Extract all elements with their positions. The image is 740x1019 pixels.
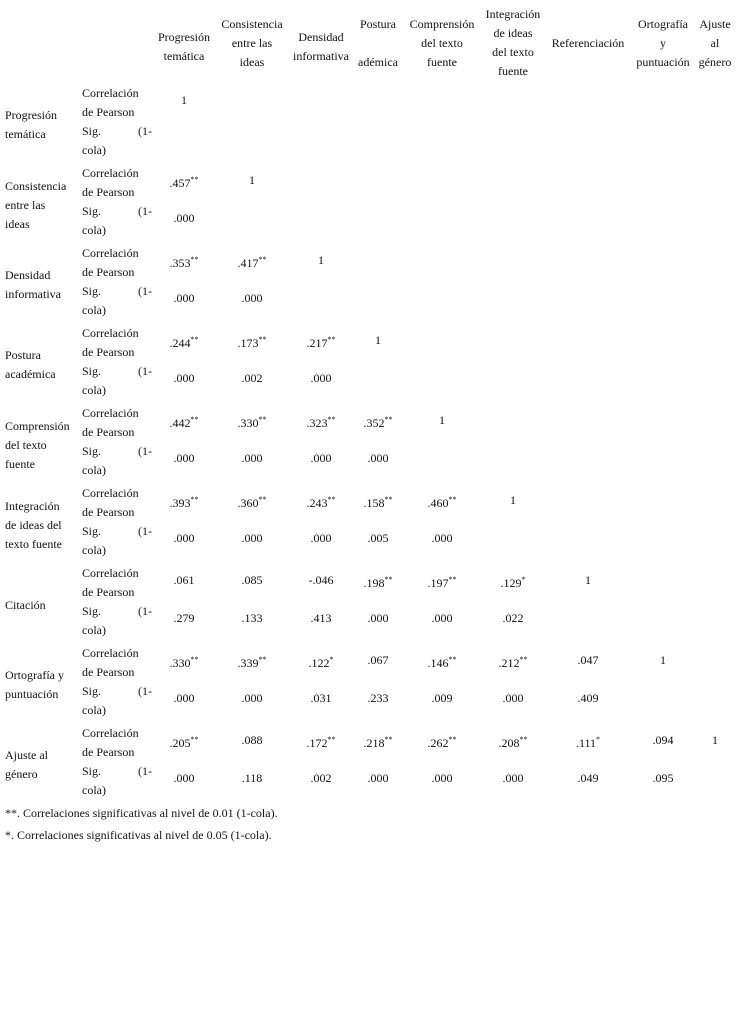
correlation-value xyxy=(638,652,688,668)
sig-label-line-1 xyxy=(82,762,152,781)
pearson-label-line-2: de Pearson xyxy=(82,425,135,439)
row-header xyxy=(5,666,79,704)
significance-value: .000 xyxy=(367,451,389,465)
stat-labels xyxy=(82,724,152,800)
row-header-line: Postura xyxy=(5,348,41,362)
significance-value: .000 xyxy=(502,771,524,785)
correlation-value xyxy=(353,415,403,431)
correlation-value xyxy=(159,655,209,671)
column-header-6-line-2: de ideas xyxy=(493,26,533,40)
sig-label-line-2: cola) xyxy=(82,703,106,717)
correlation-value xyxy=(690,732,740,748)
significance-value: .000 xyxy=(173,211,195,225)
column-header-6-line-3: del texto xyxy=(492,45,534,59)
significance-marker: ** xyxy=(327,495,336,504)
significance-marker: * xyxy=(596,735,601,744)
column-header-4-line-1: Postura xyxy=(360,17,396,31)
significance-value: .000 xyxy=(173,291,195,305)
correlation-number: .352 xyxy=(363,416,385,430)
significance-marker: ** xyxy=(384,495,393,504)
sig-label-tail: (1- xyxy=(138,284,152,298)
sig-label-line-1 xyxy=(82,682,152,701)
stat-labels xyxy=(82,644,152,720)
column-header-6-line-1: Integración xyxy=(485,7,541,21)
pearson-label-line-2: de Pearson xyxy=(82,265,135,279)
sig-label-line-1 xyxy=(82,122,152,141)
significance-value: .118 xyxy=(241,771,263,785)
correlation-number: .243 xyxy=(306,496,328,510)
column-header-3-line-2: informativa xyxy=(293,49,349,63)
row-header xyxy=(5,266,79,304)
correlation-number: 1 xyxy=(249,173,255,187)
significance-value: .279 xyxy=(173,611,195,625)
pearson-label-line-1: Correlación xyxy=(82,406,139,420)
correlation-value xyxy=(563,652,613,668)
row-header-line: académica xyxy=(5,367,56,381)
sig-label-tail: (1- xyxy=(138,364,152,378)
significance-marker: ** xyxy=(190,335,199,344)
significance-marker: ** xyxy=(384,415,393,424)
sig-label-word: Sig. xyxy=(82,524,102,538)
column-header-1-line-2: temática xyxy=(163,49,205,63)
stat-labels xyxy=(82,324,152,400)
sig-label-line-2: cola) xyxy=(82,783,106,797)
significance-marker: ** xyxy=(448,655,457,664)
correlation-value xyxy=(227,655,277,671)
correlation-value xyxy=(159,572,209,588)
correlation-number: .262 xyxy=(427,736,449,750)
correlation-number: .360 xyxy=(237,496,259,510)
significance-marker: ** xyxy=(448,495,457,504)
sig-label-line-1 xyxy=(82,442,152,461)
significance-value: .000 xyxy=(173,531,195,545)
sig-label-line-2: cola) xyxy=(82,303,106,317)
row-header xyxy=(5,106,79,144)
column-header-6-line-4: fuente xyxy=(498,64,528,78)
significance-value: .000 xyxy=(173,691,195,705)
correlation-number: -.046 xyxy=(308,573,334,587)
correlation-value xyxy=(227,495,277,511)
row-header-line: Consistencia xyxy=(5,178,67,193)
significance-marker: ** xyxy=(190,655,199,664)
correlation-value xyxy=(353,575,403,591)
significance-value: .000 xyxy=(173,371,195,385)
correlation-value xyxy=(159,335,209,351)
column-header-8-line-1: Ortografía xyxy=(638,17,688,31)
significance-value: .413 xyxy=(310,611,332,625)
sig-label-line-1 xyxy=(82,522,152,541)
correlation-value xyxy=(227,255,277,271)
row-header xyxy=(5,177,79,234)
pearson-label-line-1: Correlación xyxy=(82,646,139,660)
correlation-value xyxy=(296,655,346,671)
significance-value: .000 xyxy=(431,611,453,625)
significance-marker: ** xyxy=(519,735,528,744)
significance-value: .000 xyxy=(367,771,389,785)
correlation-value xyxy=(296,415,346,431)
column-header-1-line-1: Progresión xyxy=(158,30,210,44)
column-header-2-line-1: Consistencia xyxy=(221,17,283,31)
correlation-value xyxy=(296,335,346,351)
sig-label-word: Sig. xyxy=(82,604,102,618)
correlation-number: .158 xyxy=(363,496,385,510)
significance-value: .133 xyxy=(241,611,263,625)
pearson-label-line-1: Correlación xyxy=(82,326,139,340)
significance-marker: ** xyxy=(190,735,199,744)
correlation-value xyxy=(353,652,403,668)
correlation-number: .330 xyxy=(169,656,191,670)
column-header-5-line-1: Comprensión xyxy=(409,17,475,31)
correlation-value xyxy=(296,735,346,751)
correlation-number: 1 xyxy=(439,413,445,427)
correlation-value xyxy=(227,415,277,431)
correlation-number: .067 xyxy=(367,653,389,667)
significance-value: .000 xyxy=(310,531,332,545)
correlation-number: .172 xyxy=(306,736,328,750)
pearson-label-line-2: de Pearson xyxy=(82,345,135,359)
significance-value: .000 xyxy=(431,771,453,785)
pearson-label-line-2: de Pearson xyxy=(82,105,135,119)
significance-value: .000 xyxy=(241,451,263,465)
pearson-label-line-1: Correlación xyxy=(82,726,139,740)
significance-marker: ** xyxy=(327,735,336,744)
column-header-2-line-3: ideas xyxy=(239,55,265,69)
correlation-number: .122 xyxy=(308,656,330,670)
sig-label-line-2: cola) xyxy=(82,543,106,557)
sig-label-tail: (1- xyxy=(138,524,152,538)
row-header-line: Integración xyxy=(5,498,60,513)
correlation-number: .085 xyxy=(241,573,263,587)
correlation-value xyxy=(417,655,467,671)
row-header-line: Densidad xyxy=(5,268,51,282)
correlation-number: .061 xyxy=(173,573,195,587)
correlation-number: .442 xyxy=(169,416,191,430)
row-header-line: Ortografía y xyxy=(5,668,64,682)
correlation-number: 1 xyxy=(181,93,187,107)
correlation-number: .208 xyxy=(498,736,520,750)
column-header-8-line-3: puntuación xyxy=(636,55,690,69)
column-header-3-line-1: Densidad xyxy=(298,30,344,44)
row-header xyxy=(5,746,79,784)
row-header-line: género xyxy=(5,767,38,781)
column-header-9-line-1: Ajuste xyxy=(699,17,731,31)
correlation-value xyxy=(353,495,403,511)
pearson-label-line-2: de Pearson xyxy=(82,745,135,759)
correlation-value xyxy=(488,735,538,751)
correlation-number: .393 xyxy=(169,496,191,510)
significance-value: .000 xyxy=(173,451,195,465)
row-header-line: informativa xyxy=(5,287,61,301)
significance-marker: ** xyxy=(327,415,336,424)
correlation-value xyxy=(159,415,209,431)
sig-label-line-1 xyxy=(82,202,152,221)
significance-value: .005 xyxy=(367,531,389,545)
correlation-value xyxy=(417,735,467,751)
sig-label-tail: (1- xyxy=(138,764,152,778)
row-header-line: entre las xyxy=(5,197,46,212)
row-header-line: Ajuste al xyxy=(5,748,48,762)
correlation-value xyxy=(296,252,346,268)
significance-marker: * xyxy=(329,655,334,664)
correlation-number: 1 xyxy=(318,253,324,267)
pearson-label-line-1: Correlación xyxy=(82,166,139,180)
significance-value: .002 xyxy=(310,771,332,785)
column-header-9-line-3: género xyxy=(698,55,732,69)
row-header-line: puntuación xyxy=(5,687,59,701)
correlation-value xyxy=(353,332,403,348)
significance-marker: ** xyxy=(519,655,528,664)
significance-value: .009 xyxy=(431,691,453,705)
correlation-number: 1 xyxy=(660,653,666,667)
row-header xyxy=(5,417,79,474)
row-header-line: Comprensión xyxy=(5,418,70,433)
sig-label-line-2: cola) xyxy=(82,143,106,157)
significance-value: .000 xyxy=(502,691,524,705)
correlation-number: .198 xyxy=(363,576,385,590)
stat-labels xyxy=(82,84,152,160)
column-header-5-line-2: del texto xyxy=(421,36,463,50)
correlation-value xyxy=(296,572,346,588)
correlation-number: 1 xyxy=(510,493,516,507)
correlation-value xyxy=(488,655,538,671)
correlation-number: .417 xyxy=(237,256,259,270)
correlation-value xyxy=(563,735,613,751)
correlation-value xyxy=(488,575,538,591)
significance-value: .022 xyxy=(502,611,524,625)
significance-value: .000 xyxy=(241,291,263,305)
stat-labels xyxy=(82,244,152,320)
significance-marker: ** xyxy=(190,495,199,504)
correlation-value xyxy=(159,175,209,191)
sig-label-word: Sig. xyxy=(82,764,102,778)
significance-value: .000 xyxy=(173,771,195,785)
pearson-label-line-1: Correlación xyxy=(82,486,139,500)
correlation-number: .244 xyxy=(169,336,191,350)
row-header-line: Progresión xyxy=(5,108,57,122)
significance-value: .000 xyxy=(431,531,453,545)
correlation-number: .460 xyxy=(427,496,449,510)
correlation-number: .339 xyxy=(237,656,259,670)
correlation-value xyxy=(227,572,277,588)
correlation-number: .146 xyxy=(427,656,449,670)
correlation-value xyxy=(353,735,403,751)
row-header-line: texto fuente xyxy=(5,536,62,551)
significance-value: .000 xyxy=(241,531,263,545)
row-header-line: ideas xyxy=(5,216,30,231)
stat-labels xyxy=(82,564,152,640)
correlation-number: .173 xyxy=(237,336,259,350)
column-header-8-line-2: y xyxy=(660,36,666,50)
correlation-number: .094 xyxy=(652,733,674,747)
column-header-7-line-1: Referenciación xyxy=(551,36,625,50)
correlation-number: .205 xyxy=(169,736,191,750)
correlation-number: .129 xyxy=(500,576,522,590)
correlation-value xyxy=(159,735,209,751)
sig-label-tail: (1- xyxy=(138,604,152,618)
sig-label-tail: (1- xyxy=(138,684,152,698)
significance-marker: ** xyxy=(258,335,267,344)
row-header xyxy=(5,346,79,384)
significance-value: .002 xyxy=(241,371,263,385)
correlation-number: .212 xyxy=(498,656,520,670)
correlation-value xyxy=(417,495,467,511)
correlation-number: .323 xyxy=(306,416,328,430)
sig-label-word: Sig. xyxy=(82,444,102,458)
correlation-number: 1 xyxy=(585,573,591,587)
row-header-line: Citación xyxy=(5,597,46,612)
row-header xyxy=(5,497,79,554)
pearson-label-line-2: de Pearson xyxy=(82,505,135,519)
stat-labels xyxy=(82,164,152,240)
pearson-label-line-2: de Pearson xyxy=(82,665,135,679)
correlation-number: .088 xyxy=(241,733,263,747)
significance-marker: ** xyxy=(258,415,267,424)
pearson-label-line-2: de Pearson xyxy=(82,585,135,599)
sig-label-tail: (1- xyxy=(138,124,152,138)
sig-label-word: Sig. xyxy=(82,284,102,298)
sig-label-word: Sig. xyxy=(82,124,102,138)
pearson-label-line-1: Correlación xyxy=(82,86,139,100)
sig-label-word: Sig. xyxy=(82,364,102,378)
correlation-value xyxy=(159,92,209,108)
row-header-line: temática xyxy=(5,127,46,141)
significance-marker: ** xyxy=(384,575,393,584)
row-header-line: de ideas del xyxy=(5,517,62,532)
column-header-9-line-2: al xyxy=(710,36,720,50)
significance-value: .000 xyxy=(367,611,389,625)
correlation-number: .457 xyxy=(169,176,191,190)
significance-marker: ** xyxy=(327,335,336,344)
significance-marker: ** xyxy=(258,255,267,264)
correlation-number: .217 xyxy=(306,336,328,350)
significance-value: .031 xyxy=(310,691,332,705)
significance-marker: * xyxy=(521,575,526,584)
significance-value: .049 xyxy=(577,771,599,785)
footnote: **. Correlaciones significativas al nivel de 0.01 (1-cola). xyxy=(5,806,278,820)
sig-label-word: Sig. xyxy=(82,684,102,698)
sig-label-tail: (1- xyxy=(138,204,152,218)
correlation-value xyxy=(159,255,209,271)
pearson-label-line-1: Correlación xyxy=(82,566,139,580)
sig-label-line-2: cola) xyxy=(82,623,106,637)
significance-marker: ** xyxy=(448,575,457,584)
sig-label-line-1 xyxy=(82,282,152,301)
correlation-number: .111 xyxy=(575,736,597,750)
sig-label-tail: (1- xyxy=(138,444,152,458)
stat-labels xyxy=(82,484,152,560)
correlation-number: 1 xyxy=(375,333,381,347)
significance-value: .233 xyxy=(367,691,389,705)
significance-marker: ** xyxy=(448,735,457,744)
significance-value: .409 xyxy=(577,691,599,705)
column-header-2-line-2: entre las xyxy=(231,36,273,50)
correlation-value xyxy=(417,575,467,591)
correlation-value xyxy=(159,495,209,511)
correlation-value xyxy=(227,172,277,188)
sig-label-line-1 xyxy=(82,602,152,621)
sig-label-line-1 xyxy=(82,362,152,381)
sig-label-line-2: cola) xyxy=(82,223,106,237)
pearson-label-line-2: de Pearson xyxy=(82,185,135,199)
correlation-number: .330 xyxy=(237,416,259,430)
significance-marker: ** xyxy=(258,495,267,504)
significance-value: .000 xyxy=(310,451,332,465)
significance-marker: ** xyxy=(190,415,199,424)
sig-label-line-2: cola) xyxy=(82,383,106,397)
correlation-value xyxy=(488,492,538,508)
significance-marker: ** xyxy=(384,735,393,744)
row-header-line: del texto xyxy=(5,437,47,452)
sig-label-line-2: cola) xyxy=(82,463,106,477)
correlation-number: 1 xyxy=(712,733,718,747)
correlation-number: .047 xyxy=(577,653,599,667)
significance-value: .000 xyxy=(241,691,263,705)
significance-marker: ** xyxy=(190,255,199,264)
correlation-value xyxy=(417,412,467,428)
correlation-value xyxy=(638,732,688,748)
correlation-value xyxy=(227,335,277,351)
correlation-value xyxy=(296,495,346,511)
correlation-value xyxy=(563,572,613,588)
significance-value: .000 xyxy=(310,371,332,385)
column-header-5-line-3: fuente xyxy=(427,55,457,69)
row-header-line: fuente xyxy=(5,456,35,471)
significance-marker: ** xyxy=(190,175,199,184)
significance-marker: ** xyxy=(258,655,267,664)
significance-value: .095 xyxy=(652,771,674,785)
row-header xyxy=(5,596,79,615)
correlation-number: .353 xyxy=(169,256,191,270)
column-header-4-line-3: adémica xyxy=(358,55,398,69)
sig-label-word: Sig. xyxy=(82,204,102,218)
correlation-value xyxy=(227,732,277,748)
correlation-number: .197 xyxy=(427,576,449,590)
pearson-label-line-1: Correlación xyxy=(82,246,139,260)
stat-labels xyxy=(82,404,152,480)
footnote: *. Correlaciones significativas al nivel de 0.05 (1-cola). xyxy=(5,828,272,842)
correlation-number: .218 xyxy=(363,736,385,750)
